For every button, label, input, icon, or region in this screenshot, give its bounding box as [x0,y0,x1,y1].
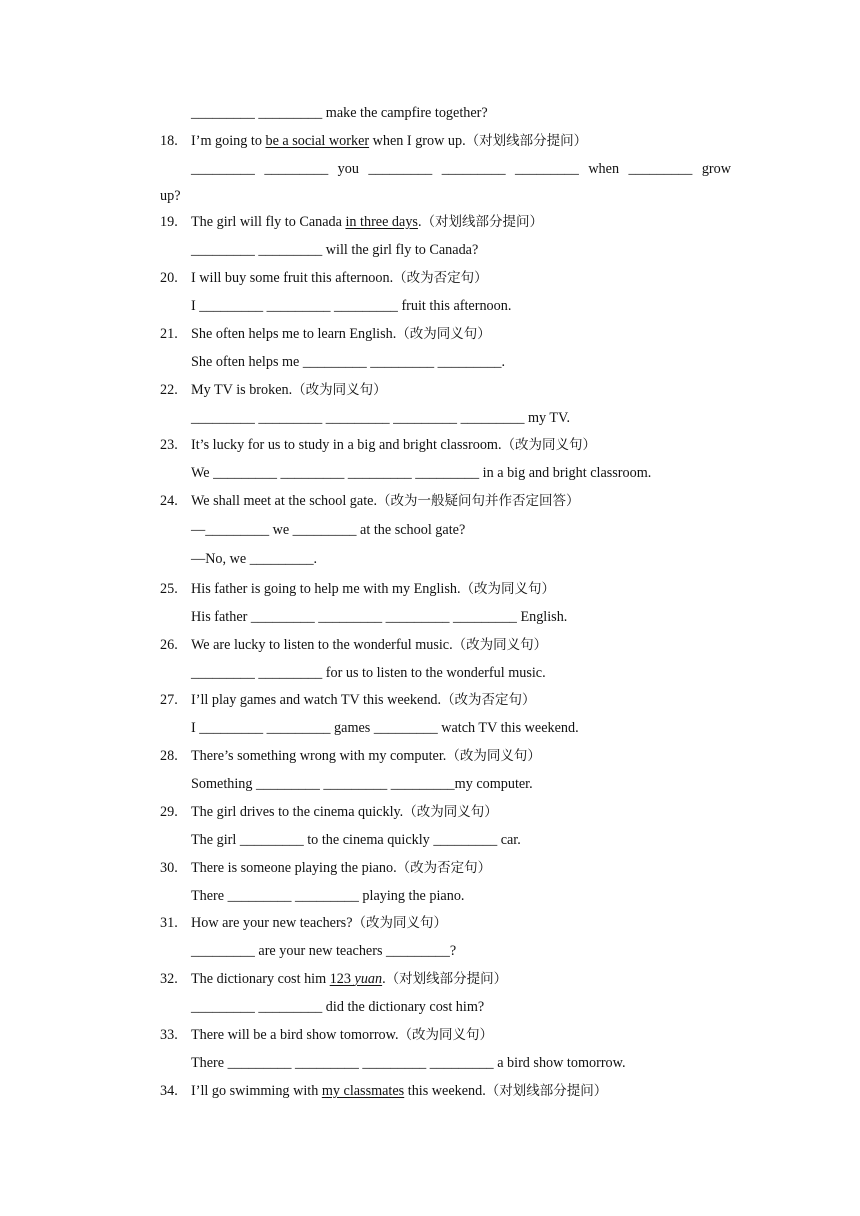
question-26: We are lucky to listen to the wonderful music.（改为同义句） [191,637,548,653]
underlined-phrase: my classmates [321,1083,405,1099]
question-number: 31. [160,915,178,931]
question-number: 29. [160,804,178,820]
question-number: 32. [160,971,178,987]
question-number: 33. [160,1027,178,1043]
question-24: We shall meet at the school gate.（改为一般疑问句并作否定回答） [191,493,580,509]
question-27: I’ll play games and watch TV this weekend.（改为否定句） [191,692,536,708]
answer-line-24b: —No, we _________. [191,551,318,567]
answer-line-20: I _________ _________ _________ fruit this afternoon. [191,298,512,314]
question-22: My TV is broken.（改为同义句） [191,382,387,398]
question-19: The girl will fly to Canada in three days.（对划线部分提问） [191,214,543,230]
answer-line-30: There _________ _________ playing the piano. [191,888,465,904]
answer-line-21: She often helps me _________ _________ _________. [191,354,506,370]
answer-line-19: _________ _________ will the girl fly to Canada? [191,242,479,258]
question-34: I’ll go swimming with my classmates this weekend.（对划线部分提问） [191,1083,608,1099]
question-number: 20. [160,270,178,286]
question-number: 19. [160,214,178,230]
answer-line-27: I _________ _________ games _________ watch TV this weekend. [191,720,579,736]
question-31: How are your new teachers?（改为同义句） [191,915,448,931]
question-23: It’s lucky for us to study in a big and bright classroom.（改为同义句） [191,437,597,453]
question-21: She often helps me to learn English.（改为同义句） [191,326,491,342]
question-28: There’s something wrong with my computer.（改为同义句） [191,748,541,764]
underlined-phrase: 123 yuan [329,971,383,987]
question-number: 25. [160,581,178,597]
question-number: 30. [160,860,178,876]
answer-line-18: _________ _________ you _________ _________ _________ when _________ grow [191,161,731,177]
question-number: 24. [160,493,178,509]
question-32: The dictionary cost him 123 yuan.（对划线部分提问） [191,971,508,987]
answer-line-28: Something _________ _________ _________my computer. [191,776,533,792]
answer-line-22: _________ _________ _________ _________ _________ my TV. [191,410,571,426]
question-number: 27. [160,692,178,708]
question-number: 34. [160,1083,178,1099]
question-number: 22. [160,382,178,398]
answer-line-29: The girl _________ to the cinema quickly _________ car. [191,832,521,848]
answer-line-23: We _________ _________ _________ _________ in a big and bright classroom. [191,465,652,481]
question-20: I will buy some fruit this afternoon.（改为否定句） [191,270,488,286]
answer-line-18-wrap: up? [160,188,181,204]
question-33: There will be a bird show tomorrow.（改为同义句） [191,1027,494,1043]
answer-line-26: _________ _________ for us to listen to the wonderful music. [191,665,546,681]
question-29: The girl drives to the cinema quickly.（改为同义句） [191,804,498,820]
question-number: 28. [160,748,178,764]
answer-line-31: _________ are your new teachers _________? [191,943,457,959]
answer-line-33: There _________ _________ _________ _________ a bird show tomorrow. [191,1055,626,1071]
underlined-phrase: be a social worker [265,133,370,149]
question-number: 23. [160,437,178,453]
answer-line-24: —_________ we _________ at the school gate? [191,522,466,538]
underlined-phrase: in three days [345,214,418,230]
question-30: There is someone playing the piano.（改为否定句） [191,860,492,876]
question-18: I’m going to be a social worker when I grow up.（对划线部分提问） [191,133,588,149]
question-number: 26. [160,637,178,653]
question-number: 18. [160,133,178,149]
answer-line-32: _________ _________ did the dictionary cost him? [191,999,485,1015]
answer-line-25: His father _________ _________ _________ _________ English. [191,609,568,625]
question-25: His father is going to help me with my English.（改为同义句） [191,581,556,597]
answer-line-17: _________ _________ make the campfire together? [191,105,488,121]
question-number: 21. [160,326,178,342]
